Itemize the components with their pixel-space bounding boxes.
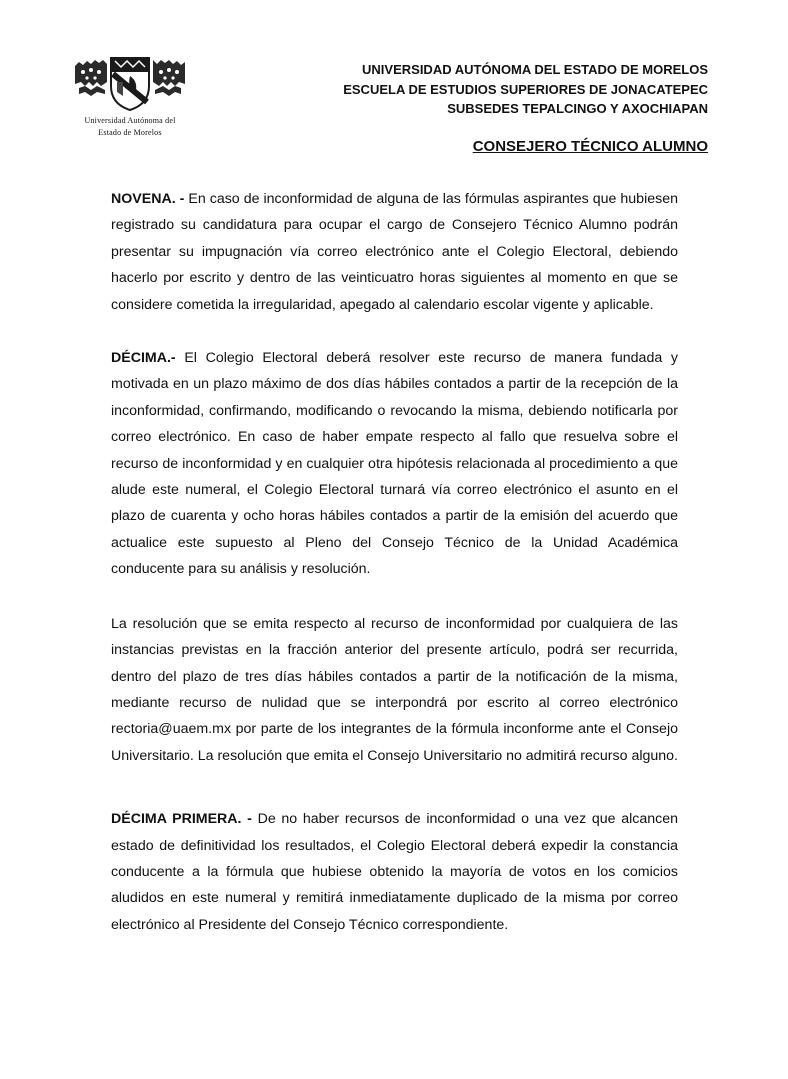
header-school: ESCUELA DE ESTUDIOS SUPERIORES DE JONACATEPEC <box>343 81 708 97</box>
clause-heading: DÉCIMA.- <box>111 350 176 367</box>
institution-header <box>343 60 708 119</box>
logo-caption-line2: Estado de Morelos <box>98 128 162 137</box>
university-logo <box>66 52 194 138</box>
logo-caption-line1: Universidad Autónoma del <box>84 116 176 125</box>
clause-text: De no haber recursos de inconformidad o una vez que alcancen estado de definitividad los resultados, el Colegio Electoral deberá expedir la constancia conducente a la fórmula que hubiese obtenido la mayoría de votos en los comicios aludidos en este numeral y remitirá inmediatamente duplicado de la misma por correo electrónico al Presidente del Consejo Técnico correspondiente. <box>111 811 678 933</box>
header-university: UNIVERSIDAD AUTÓNOMA DEL ESTADO DE MORELOS <box>362 62 708 77</box>
document-body <box>111 186 678 938</box>
document-title: CONSEJERO TÉCNICO ALUMNO <box>472 138 708 155</box>
clause-decima <box>111 345 678 583</box>
clause-heading: NOVENA. - <box>111 191 185 207</box>
clause-novena <box>111 186 678 318</box>
university-crest-icon <box>71 52 189 114</box>
clause-text: El Colegio Electoral deberá resolver este recurso de manera fundada y motivada en un plazo máximo de dos días hábiles contados a partir de la recepción de la inconformidad, confirmando, modificando o revocando la misma, debiendo notificarla por correo electrónico. En caso de haber empate respecto al fallo que resuelva sobre el recurso de inconformidad y en cualquier otra hipótesis relacionada al procedimiento a que alude este numeral, el Colegio Electoral turnará vía correo electrónico el asunto en el plazo de cuarenta y ocho horas hábiles contados a partir de la emisión del acuerdo que actualice este supuesto al Pleno del Consejo Técnico de la Unidad Académica conducente para su análisis y resolución. <box>111 350 678 578</box>
clause-decima-primera <box>111 806 678 938</box>
clause-text: En caso de inconformidad de alguna de las fórmulas aspirantes que hubiesen registrado su candidatura para ocupar el cargo de Consejero Técnico Alumno podrán presentar su impugnación vía correo electrónico ante el Colegio Electoral, debiendo hacerlo por escrito y dentro de las veinticuatro horas siguientes al momento en que se considere cometida la irregularidad, apegado al calendario escolar vigente y aplicable. <box>111 191 678 313</box>
header-subsites: SUBSEDES TEPALCINGO Y AXOCHIAPAN <box>447 101 708 116</box>
clause-heading: DÉCIMA PRIMERA. - <box>111 811 252 828</box>
resolution-paragraph: La resolución que se emita respecto al recurso de inconformidad por cualquiera de las instancias previstas en la fracción anterior del presente artículo, podrá ser recurrida, dentro del plazo de tres días hábiles contados a partir de la notificación de la misma, mediante recurso de nulidad que se interpondrá por escrito al correo electrónico rectoria@uaem.mx por parte de los integrantes de la fórmula inconforme ante el Consejo Universitario. La resolución que emita el Consejo Universitario no admitirá recurso alguno. <box>111 615 678 764</box>
